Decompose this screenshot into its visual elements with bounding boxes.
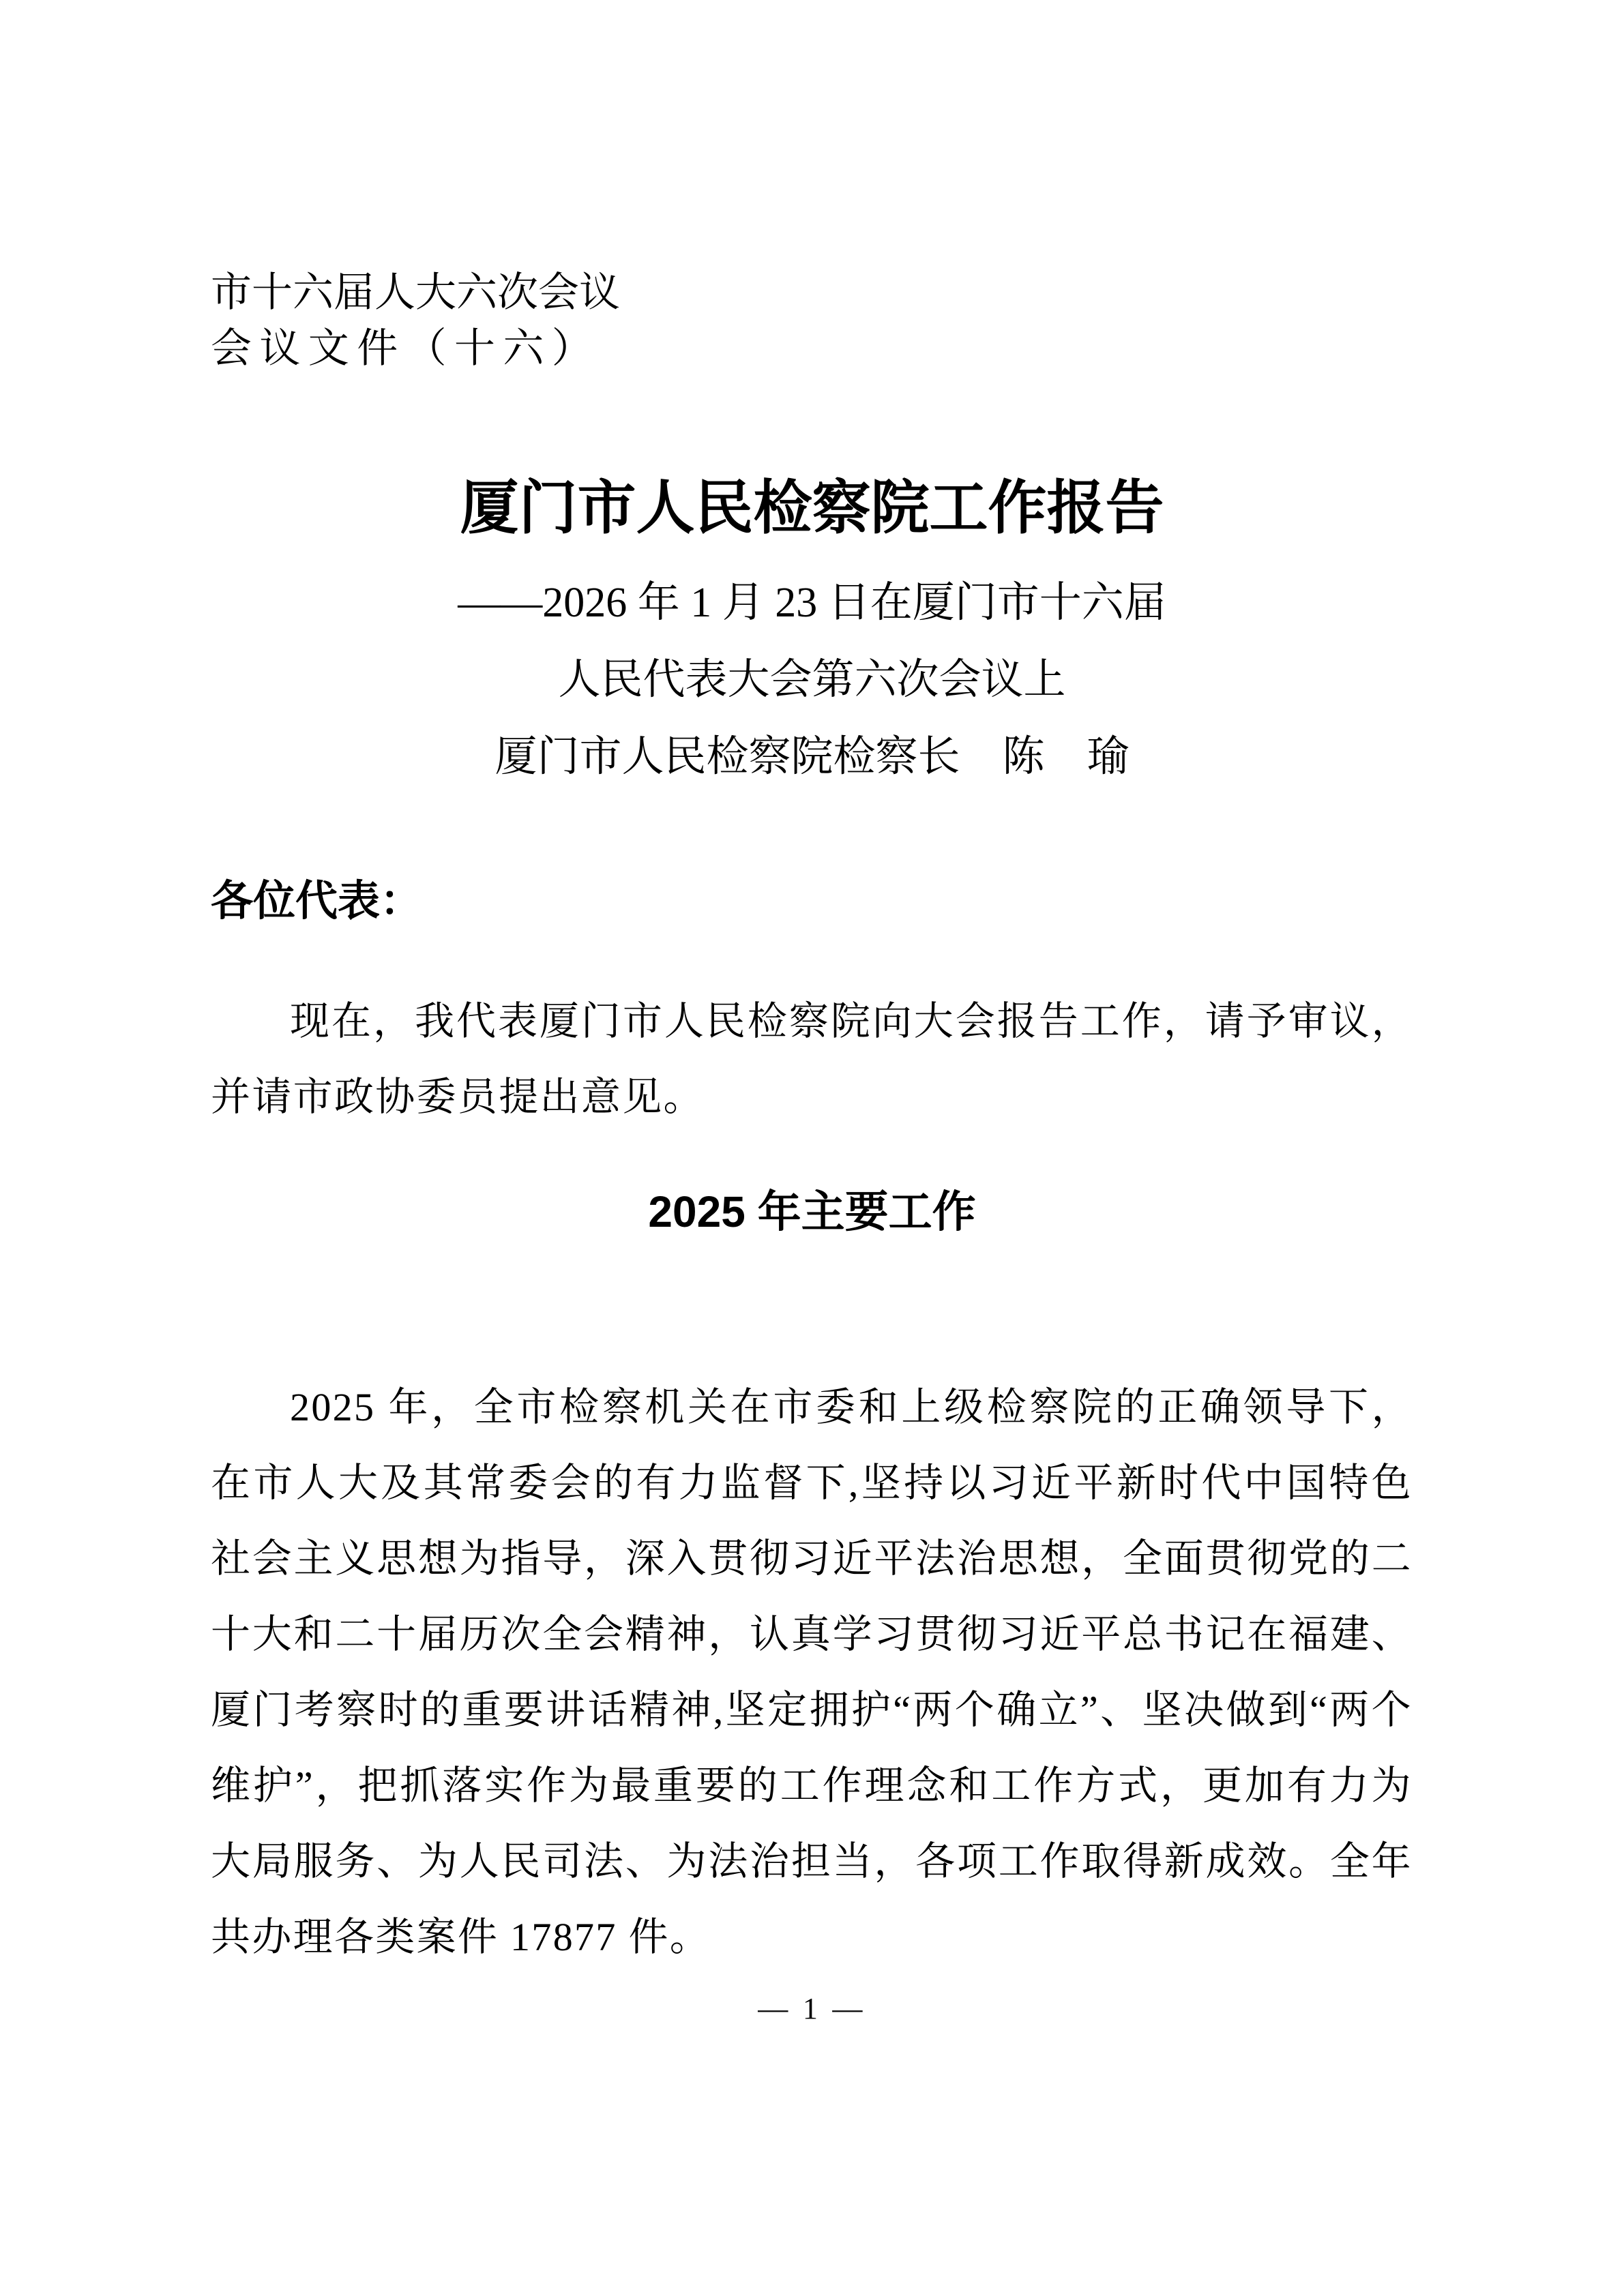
subtitle-date-line: ——2026 年 1 月 23 日在厦门市十六届 [458, 580, 1166, 626]
intro-paragraph: 现在，我代表厦门市人民检察院向大会报告工作，请予审议，并请市政协委员提出意见。 [211, 999, 1413, 1119]
report-title: 厦门市人民检察院工作报告 [460, 475, 1164, 541]
subtitle-congress-line: 人民代表大会第六次会议上 [558, 657, 1066, 703]
subtitle-presenter-line: 厦门市人民检察院检察长 陈 瑜 [494, 734, 1130, 780]
body-paragraph: 2025 年，全市检察机关在市委和上级检察院的正确领导下，在市人大及其常委会的有力监督下,坚持以习近平新时代中国特色社会主义思想为指导，深入贯彻习近平法治思想，全面贯彻党的二十大和二十届历次全会精神，认真学习贯彻习近平总书记在福建、厦门考察时的重要讲话精神,坚定拥护“两个确立”、坚决做到“两个维护”，把抓落实作为最重要的工作理念和工作方式，更加有力为大局服务、为人民司法、为法治担当，各项工作取得新成效。全年共办理各类案件 17877 件。 [211, 1385, 1413, 1959]
header-meeting-name: 市十六届人大六次会议 [211, 270, 620, 315]
header-file-number: 会议文件（十六） [211, 326, 601, 371]
document-header [211, 265, 620, 376]
page-footer [0, 1990, 1624, 2028]
page-number: — 1 — [758, 1992, 866, 2025]
section-heading-2025-work: 2025 年主要工作 [648, 1187, 976, 1236]
salutation: 各位代表： [211, 878, 423, 925]
report-subtitle [0, 565, 1624, 796]
